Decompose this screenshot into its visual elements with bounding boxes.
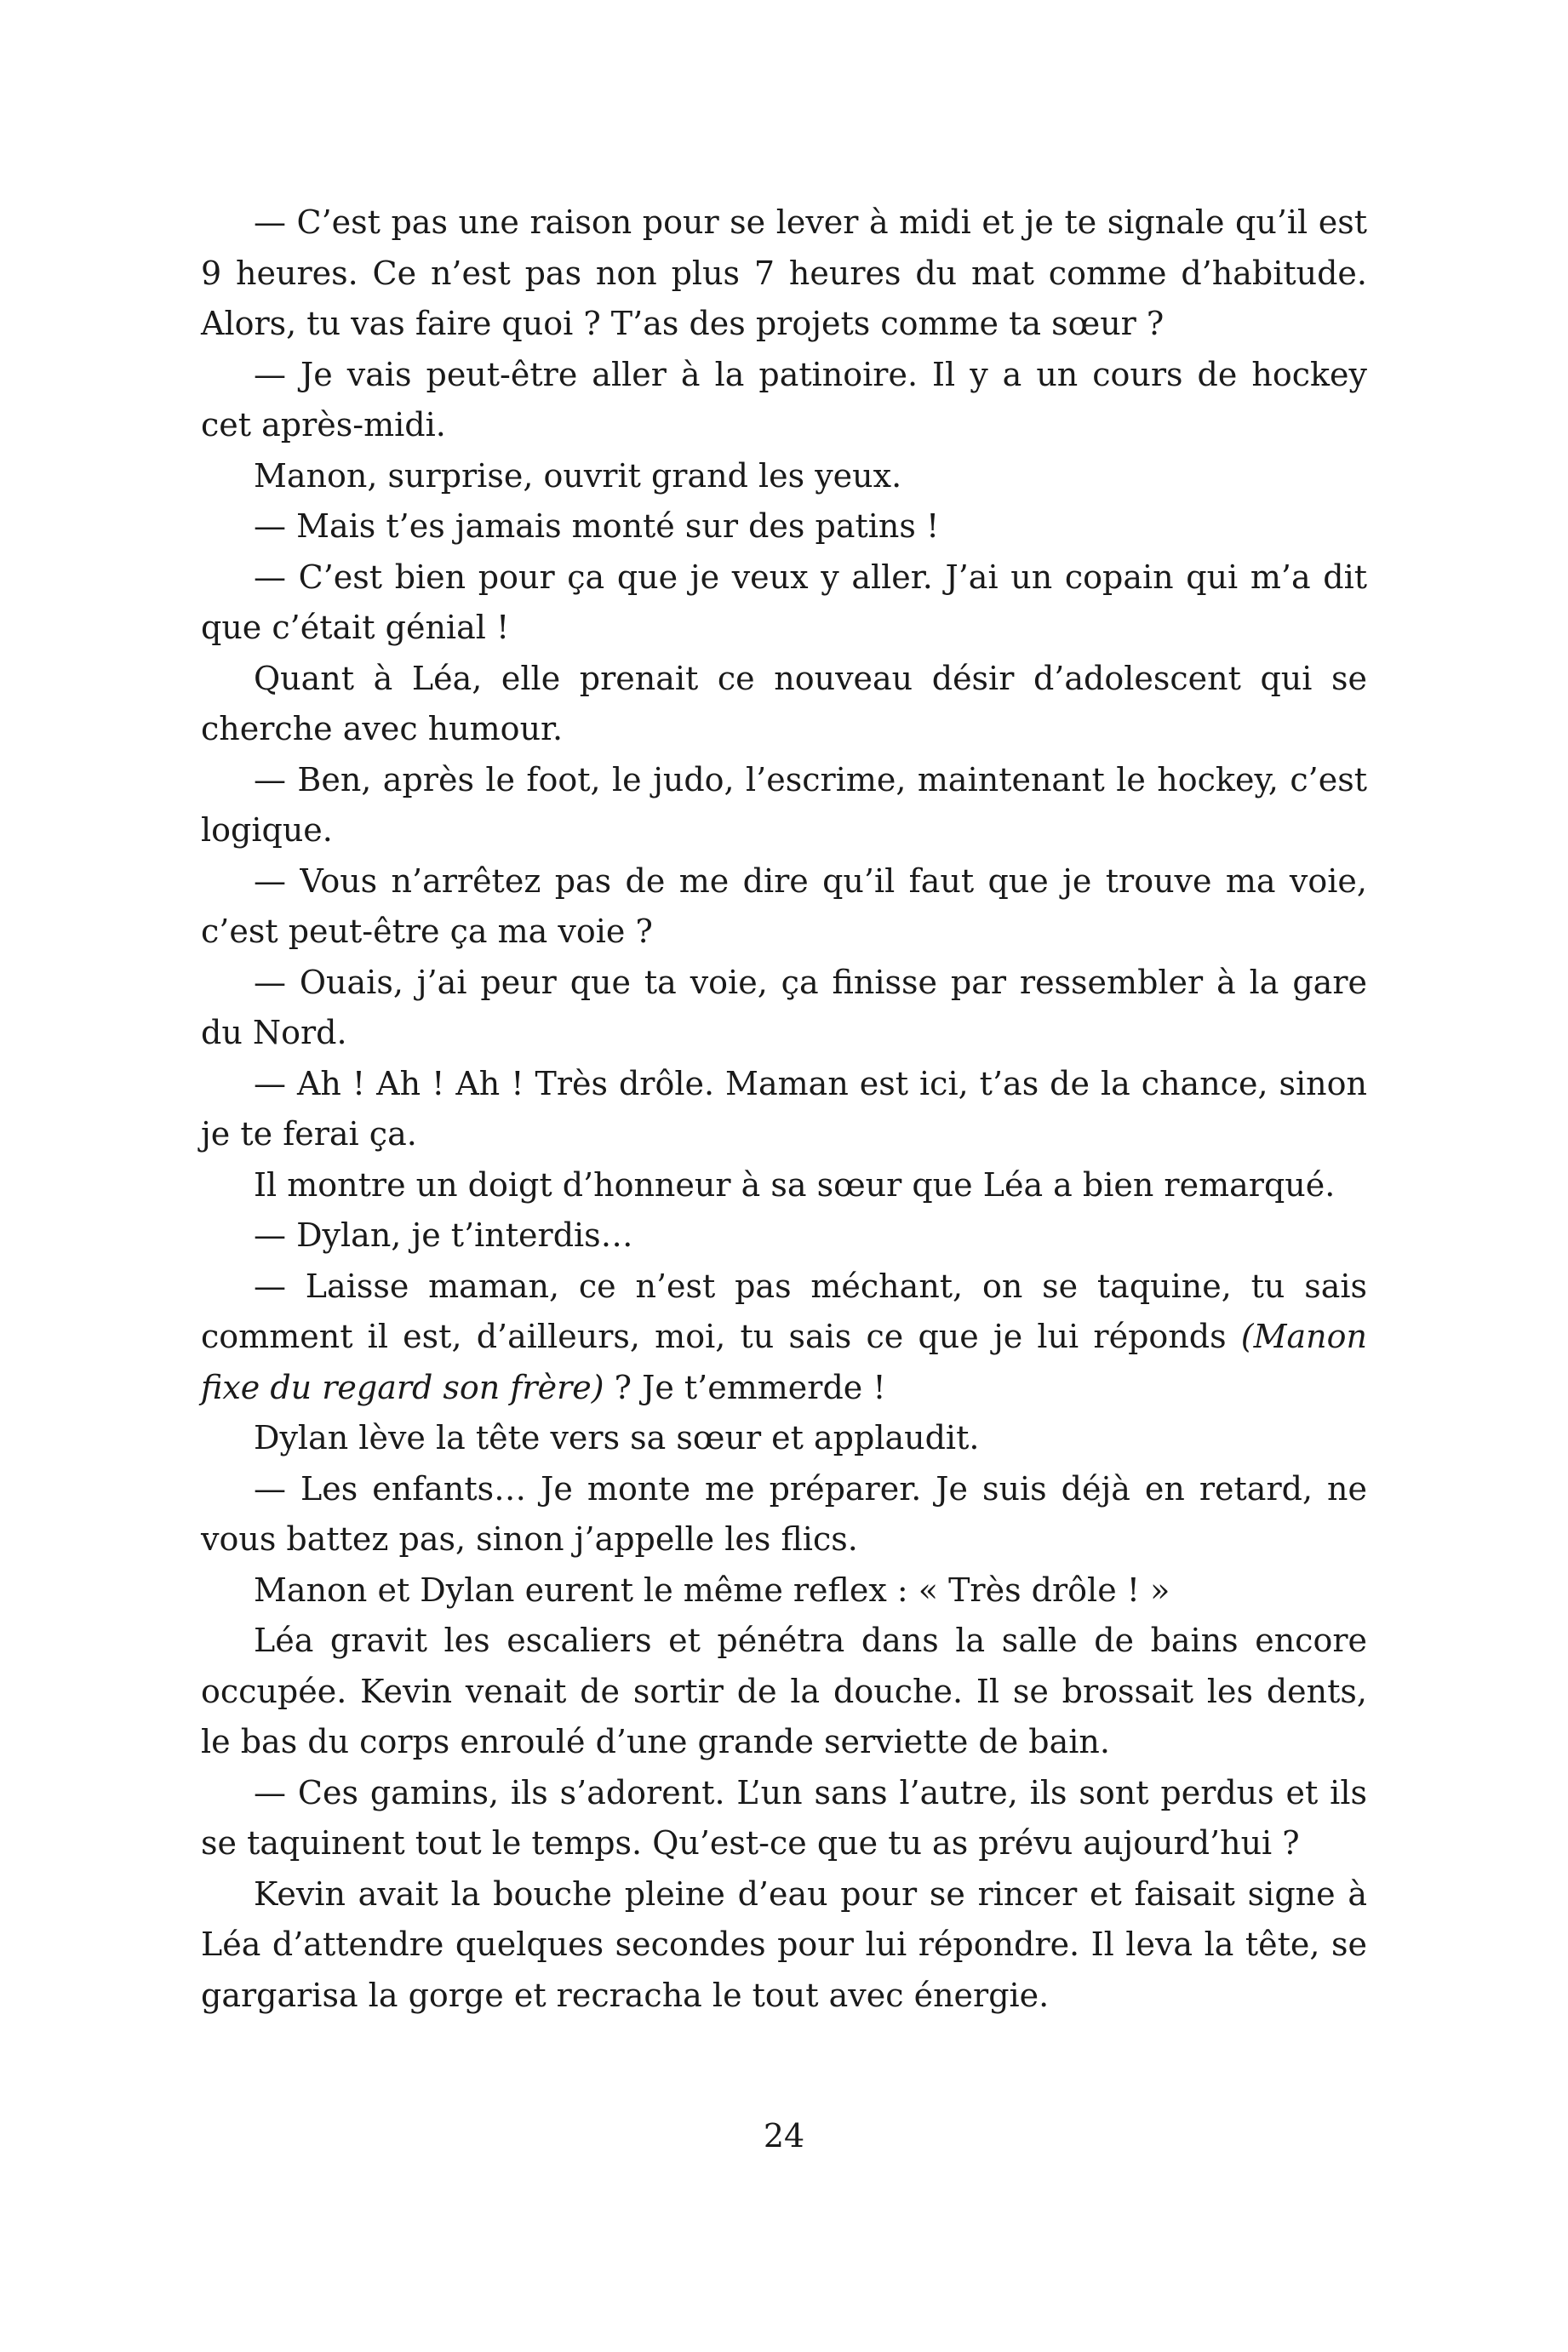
- paragraph: — Dylan, je t’interdis…: [254, 1216, 633, 1254]
- paragraph: — C’est bien pour ça que je veux y aller. J’ai un copain qui m’a dit que c’était génial !: [201, 558, 1367, 646]
- paragraph: Léa gravit les escaliers et pénétra dans la salle de bains encore occupée. Kevin venait de sortir de la douche. Il se brossait les dents, le bas du corps enroulé d’une grande serviette de bain.: [201, 1622, 1367, 1760]
- paragraph: Manon, surprise, ouvrit grand les yeux.: [254, 456, 902, 495]
- paragraph: — Je vais peut-être aller à la patinoire. Il y a un cours de hockey cet après-midi.: [201, 355, 1367, 444]
- paragraph: — Ces gamins, ils s’adorent. L’un sans l’autre, ils sont perdus et ils se taquinent tout le temps. Qu’est-ce que tu as prévu aujourd’hui ?: [201, 1773, 1367, 1862]
- paragraph-with-italic: [201, 1262, 1367, 1414]
- paragraph: — Ouais, j’ai peur que ta voie, ça finisse par ressembler à la gare du Nord.: [201, 963, 1367, 1051]
- paragraph-text-after: ? Je t’emmerde !: [604, 1368, 886, 1406]
- paragraph: — Les enfants… Je monte me préparer. Je suis déjà en retard, ne vous battez pas, sinon j’appelle les flics.: [201, 1469, 1367, 1558]
- paragraph: — Ah ! Ah ! Ah ! Très drôle. Maman est ici, t’as de la chance, sinon je te ferai ça.: [201, 1064, 1367, 1153]
- page-body: [201, 197, 1367, 2021]
- paragraph: — C’est pas une raison pour se lever à midi et je te signale qu’il est 9 heures. Ce n’est pas non plus 7 heures du mat comme d’habitude. Alors, tu vas faire quoi ? T’as des projets comme ta sœur ?: [201, 203, 1367, 342]
- paragraph: — Mais t’es jamais monté sur des patins !: [254, 507, 940, 545]
- paragraph: Quant à Léa, elle prenait ce nouveau désir d’adolescent qui se cherche avec humour.: [201, 659, 1367, 747]
- paragraph: Manon et Dylan eurent le même reflex : « Très drôle ! »: [254, 1571, 1170, 1609]
- paragraph: Il montre un doigt d’honneur à sa sœur que Léa a bien remarqué.: [254, 1165, 1336, 1204]
- paragraph: — Vous n’arrêtez pas de me dire qu’il faut que je trouve ma voie, c’est peut-être ça ma voie ?: [201, 861, 1367, 950]
- stage-direction: (Manon fixe du regard son frère): [201, 1318, 1367, 1406]
- paragraph: Dylan lève la tête vers sa sœur et applaudit.: [254, 1419, 980, 1456]
- paragraph: Kevin avait la bouche pleine d’eau pour se rincer et faisait signe à Léa d’attendre quelques secondes pour lui répondre. Il leva la tête, se gargarisa la gorge et recracha le tout avec énergie.: [201, 1874, 1367, 2014]
- paragraph: — Ben, après le foot, le judo, l’escrime, maintenant le hockey, c’est logique.: [201, 760, 1367, 849]
- page-number: 24: [763, 2117, 805, 2155]
- paragraph-text-before: — Laisse maman, ce n’est pas méchant, on se taquine, tu sais comment il est, d’ailleurs, moi, tu sais ce que je lui réponds: [201, 1267, 1367, 1355]
